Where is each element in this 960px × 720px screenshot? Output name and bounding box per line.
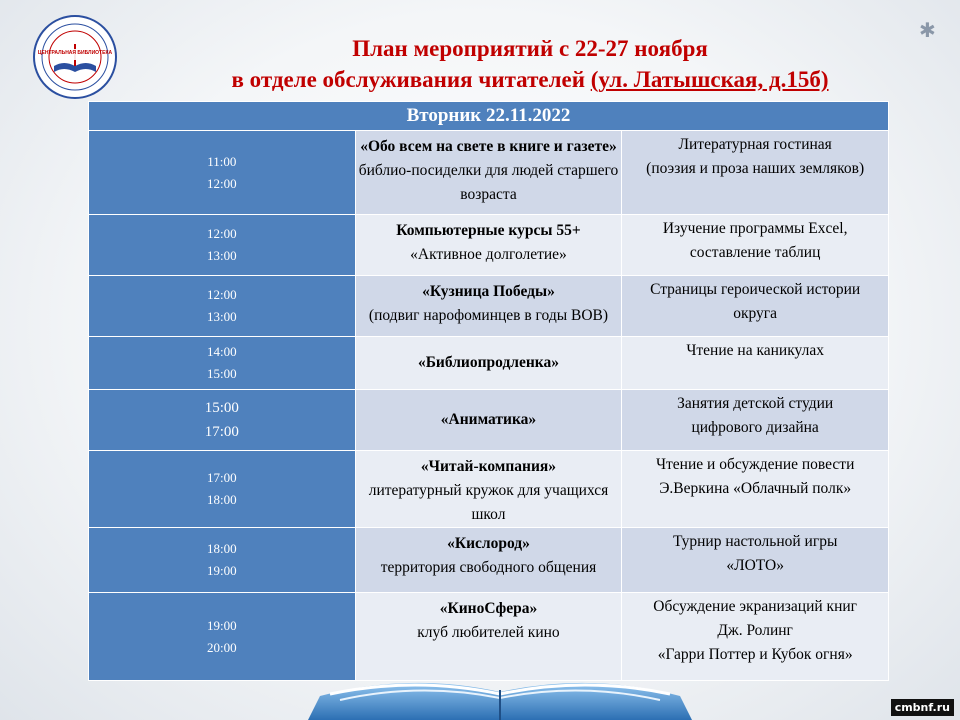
time-start: 17:00 [207, 470, 237, 485]
event-description: возраста [460, 186, 517, 203]
decorative-star-icon: ✱ [919, 18, 936, 42]
event-title: «Кислород» [447, 535, 530, 552]
event-title: «Обо всем на свете в книге и газете» [360, 138, 617, 155]
schedule-table [88, 101, 889, 681]
event-description: библио-посиделки для людей старшего [358, 162, 619, 179]
event-description: «Активное долголетие» [410, 246, 567, 263]
time-start: 11:00 [207, 153, 237, 169]
event-cell [355, 390, 622, 451]
event-title: «Библиопродленка» [417, 354, 560, 371]
time-cell [89, 276, 356, 337]
time-cell [89, 131, 356, 215]
time-end: 19:00 [207, 563, 237, 578]
time-cell [89, 337, 356, 390]
event-cell [355, 131, 622, 215]
details-cell [622, 276, 889, 337]
library-logo [32, 14, 118, 100]
event-title: «Кузница Победы» [422, 283, 555, 300]
open-book-icon [300, 668, 700, 720]
detail-line: Занятия детской студии [677, 395, 834, 412]
day-header: Вторник 22.11.2022 [89, 102, 889, 131]
event-cell [355, 337, 622, 390]
details-cell [622, 390, 889, 451]
title-line-2 [130, 64, 930, 95]
time-start: 12:00 [207, 226, 237, 241]
day-header-row [89, 102, 889, 131]
time-end: 12:00 [207, 175, 237, 191]
details-cell [622, 451, 889, 528]
detail-line: Литературная гостиная [678, 136, 832, 153]
event-cell [355, 276, 622, 337]
detail-line: Обсуждение экранизаций книг [653, 598, 858, 615]
event-title: Компьютерные курсы 55+ [396, 222, 581, 239]
event-cell [355, 528, 622, 593]
time-start: 14:00 [207, 344, 237, 359]
title-line-2-text: в отделе обслуживания читателей [231, 67, 591, 92]
title-address: (ул. Латышская, д.15б) [590, 67, 829, 92]
detail-line: Изучение программы Excel, [662, 220, 848, 237]
time-cell [89, 215, 356, 276]
time-end: 20:00 [207, 639, 237, 655]
event-title: «Аниматика» [440, 411, 537, 428]
details-cell [622, 131, 889, 215]
schedule-row [89, 215, 889, 276]
detail-line: (поэзия и проза наших земляков) [646, 160, 865, 177]
event-description: клуб любителей кино [417, 624, 560, 641]
detail-line: округа [733, 305, 778, 322]
time-cell [89, 451, 356, 528]
detail-line: Страницы героической истории [650, 281, 861, 298]
time-start: 18:00 [207, 541, 237, 556]
event-description: (подвиг нарофоминцев в годы ВОВ) [368, 307, 609, 324]
detail-line: «Гарри Поттер и Кубок огня» [657, 646, 853, 663]
event-description: территория свободного общения [380, 559, 597, 576]
schedule-row [89, 451, 889, 528]
watermark: cmbnf.ru [891, 699, 954, 716]
time-start: 12:00 [207, 287, 237, 302]
title-line-1: План мероприятий с 22-27 ноября [352, 36, 708, 61]
time-end: 13:00 [207, 248, 237, 263]
schedule-row [89, 390, 889, 451]
schedule-row [89, 131, 889, 215]
time-end: 15:00 [207, 366, 237, 381]
details-cell [622, 528, 889, 593]
detail-line: Чтение на каникулах [686, 342, 824, 359]
page-title [130, 33, 930, 95]
time-cell [89, 528, 356, 593]
schedule-row [89, 528, 889, 593]
time-end: 18:00 [207, 492, 237, 507]
detail-line: Э.Веркина «Облачный полк» [659, 480, 852, 497]
logo-text: ЦЕНТРАЛЬНАЯ БИБЛИОТЕКА [37, 50, 113, 56]
detail-line: «ЛОТО» [726, 557, 784, 574]
time-end: 17:00 [204, 424, 239, 440]
event-title: «КиноСфера» [439, 600, 538, 617]
event-cell [355, 451, 622, 528]
details-cell [622, 215, 889, 276]
time-end: 13:00 [207, 309, 237, 324]
detail-line: Дж. Ролинг [717, 622, 793, 639]
detail-line: цифрового дизайна [691, 419, 819, 436]
schedule-row [89, 337, 889, 390]
details-cell [622, 337, 889, 390]
event-title: «Читай-компания» [420, 458, 557, 475]
event-description: литературный кружок для учащихся школ [368, 482, 609, 523]
time-start: 19:00 [207, 617, 237, 633]
schedule-row [89, 276, 889, 337]
time-cell [89, 390, 356, 451]
event-cell [355, 215, 622, 276]
time-start: 15:00 [204, 400, 239, 416]
detail-line: составление таблиц [689, 244, 821, 261]
detail-line: Турнир настольной игры [672, 533, 838, 550]
detail-line: Чтение и обсуждение повести [655, 456, 855, 473]
